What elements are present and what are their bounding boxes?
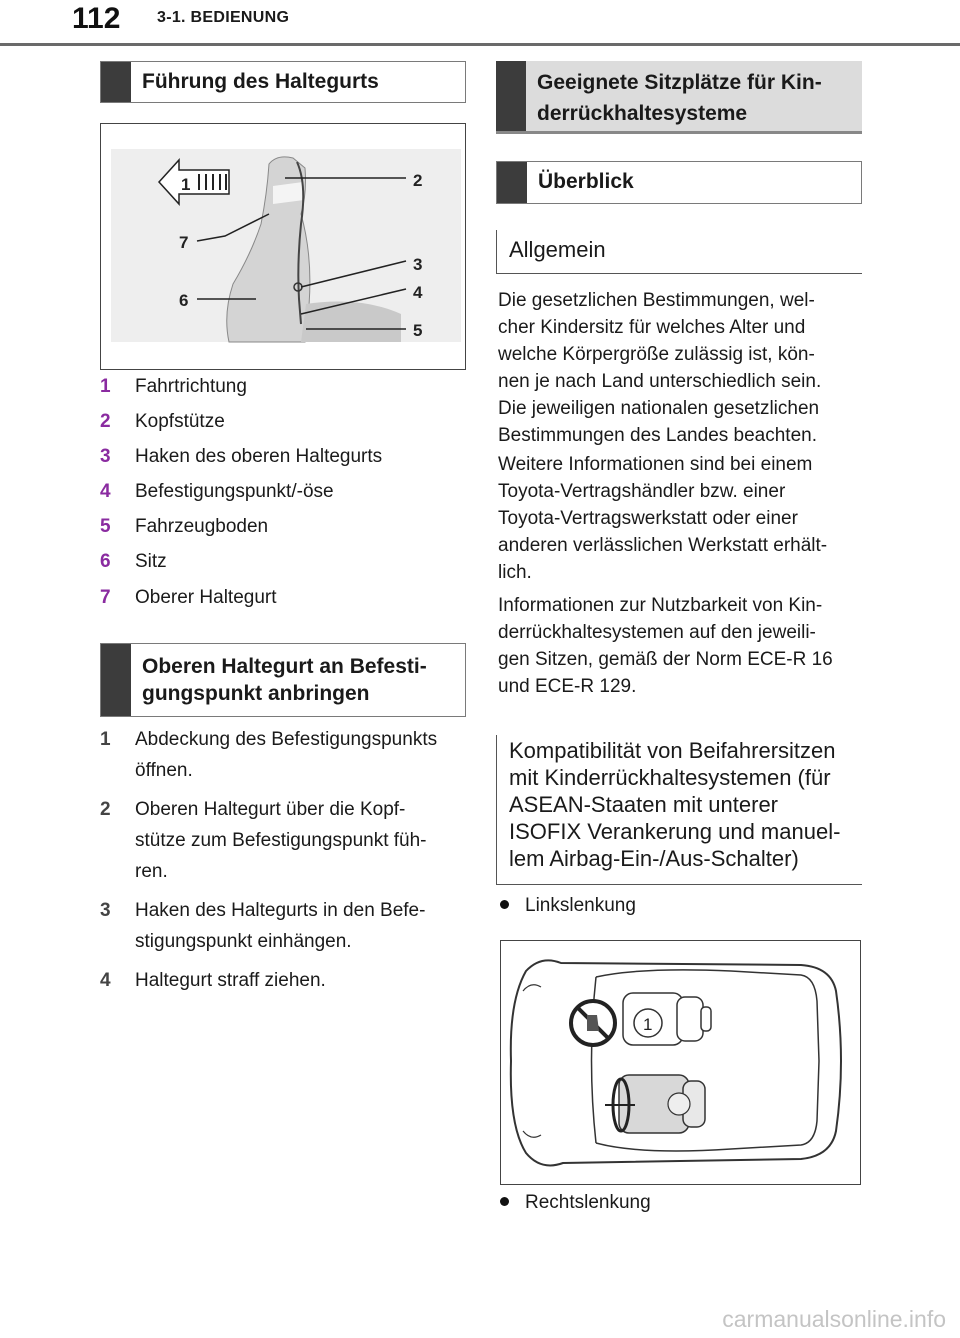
bullet-text: Linkslenkung [525,895,636,916]
bullet-text: Rechtslenkung [525,1192,651,1213]
bullet-right-hand-drive [500,1192,651,1214]
section-heading-suitable-seats [496,61,862,134]
callout-7: 7 [179,233,189,252]
car-seat-figure [500,940,861,1185]
subheading-general: Allgemein [496,230,862,274]
legend-label: Haken des oberen Haltegurts [135,446,383,467]
paragraph-dealer-info: Weitere Informationen sind bei einem Toyota-Vertragshändler bzw. einer Toyota-Vertragswerkstatt oder einer anderen verlässlichen Werkstatt erhält- lich. [498,454,828,583]
section-heading-overview [496,161,862,204]
header-rule [0,43,960,46]
heading-bar [497,162,527,203]
bullet-left-hand-drive [500,895,636,917]
legend-label: Befestigungspunkt/-öse [135,481,334,502]
legend-label: Oberer Haltegurt [135,587,277,608]
subheading-compatibility: Kompatibilität von Beifahrersitzen mit Kinderrückhaltesystemen (für ASEAN-Staaten mit unterer ISOFIX Verankerung und manuel- lem Airbag-Ein-/Aus-Schalter) [496,735,862,885]
callout-1: 1 [181,175,191,194]
heading-bar [101,644,131,716]
legend-number: 5 [100,516,111,537]
legend-number: 7 [100,587,111,608]
callout-6: 6 [179,291,189,310]
car-top-view-illustration [501,941,860,1184]
section-heading-attach-tether [100,643,466,717]
step-text: Haltegurt straff ziehen. [135,970,326,991]
legend-label: Kopfstütze [135,411,225,432]
legend-label: Fahrtrichtung [135,376,247,397]
callout-5: 5 [413,321,423,340]
prohibited-child-seat-icon [571,1001,615,1045]
legend-item [100,481,334,503]
section-heading-text: Führung des Haltegurts [142,70,379,93]
seat-tether-illustration [101,124,465,369]
watermark: carmanualsonline.info [722,1306,946,1332]
step-number: 2 [100,799,111,820]
callout-3: 3 [413,255,423,274]
legend-label: Fahrzeugboden [135,516,269,537]
legend-number: 1 [100,376,111,397]
step-text: Abdeckung des Befestigungspunkts öffnen. [135,729,438,781]
legend-item [100,587,277,609]
step-number: 4 [100,970,111,991]
section-heading-text: Oberen Haltegurt an Befesti- gungspunkt anbringen [142,655,427,705]
step-number: 1 [100,729,111,750]
car-icon [511,960,841,1165]
section-heading-tether-routing [100,61,466,103]
section-heading-text: Geeignete Sitzplätze für Kin- derrückhaltesysteme [537,71,822,125]
legend-number: 2 [100,411,111,432]
paragraph-regulations: Die gesetzlichen Bestimmungen, wel- cher Kindersitz für welches Alter und welche Körpergröße zulässig ist, kön- nen je nach Land unterschiedlich sein. Die jeweiligen nationalen gesetzlichen Bestimmungen des Landes beachten. [498,290,822,446]
callout-2: 2 [413,171,423,190]
legend-item [100,516,268,538]
page-number: 112 [72,2,121,35]
legend-item [100,446,382,468]
legend-item [100,376,247,398]
seat-tether-figure [100,123,466,370]
heading-bar [101,62,131,102]
legend-item [100,411,225,433]
step-number: 3 [100,900,111,921]
callout-1: 1 [643,1015,653,1034]
legend-number: 6 [100,551,111,572]
heading-bar [496,61,526,131]
legend-number: 4 [100,481,111,502]
bullet-dot-icon [500,900,509,909]
bullet-dot-icon [500,1197,509,1206]
legend-label: Sitz [135,551,167,572]
section-heading-text: Überblick [538,170,634,193]
paragraph-standard-info: Informationen zur Nutzbarkeit von Kin- derrückhaltesystemen auf den jeweili- gen Sitzen, gemäß der Norm ECE-R 16 und ECE-R 129. [498,595,833,697]
callout-4: 4 [413,283,423,302]
step-text: Oberen Haltegurt über die Kopf- stütze zum Befestigungspunkt füh- ren. [135,799,427,882]
legend-item [100,551,167,573]
step-text: Haken des Haltegurts in den Befe- stigungspunkt einhängen. [135,900,426,952]
chapter-title: 3-1. BEDIENUNG [157,9,290,26]
legend-number: 3 [100,446,111,467]
